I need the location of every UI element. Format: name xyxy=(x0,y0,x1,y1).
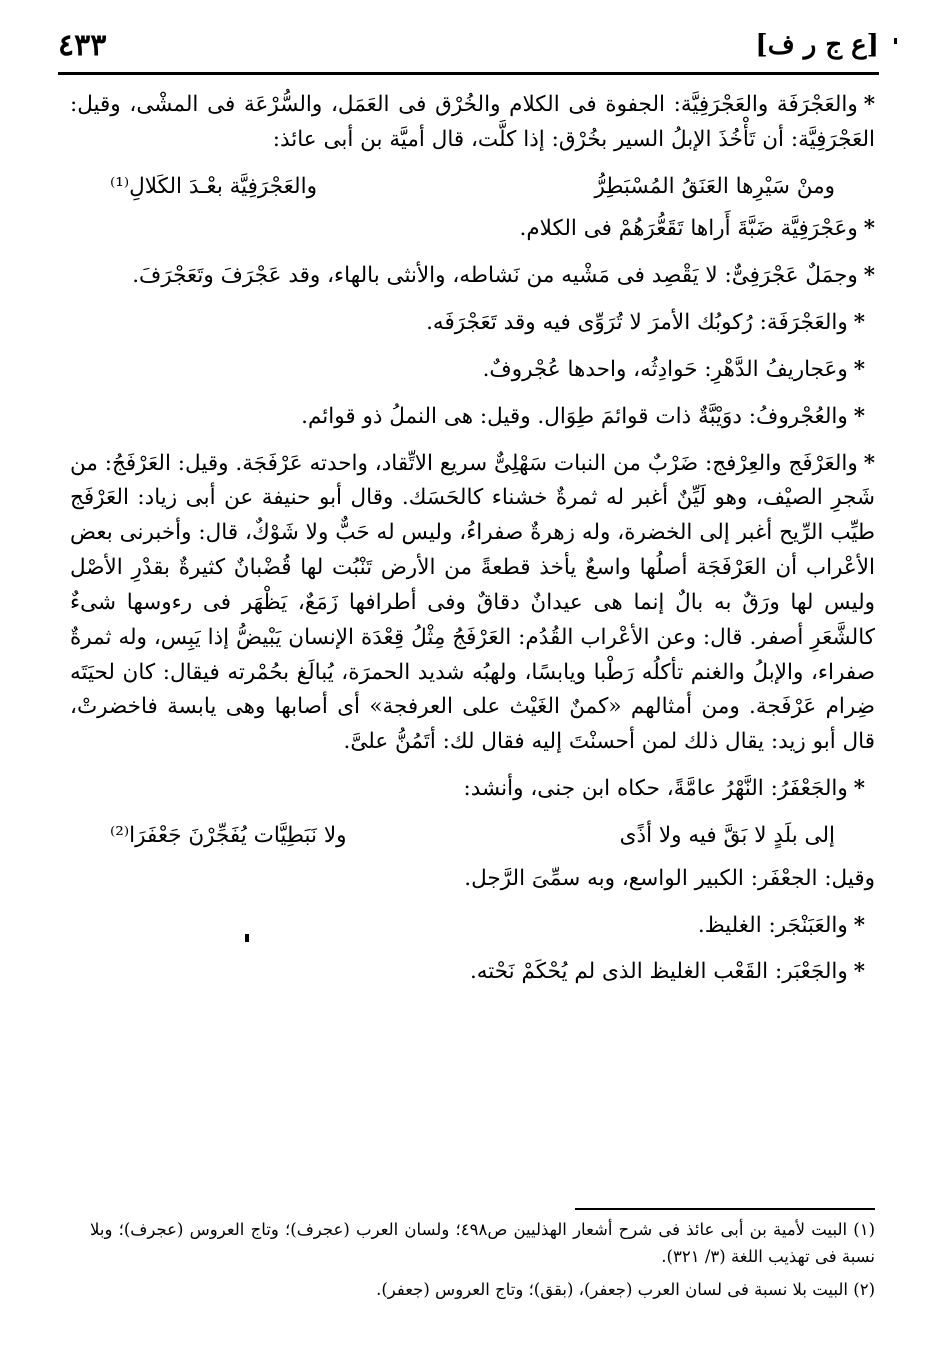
entry-star: * xyxy=(863,263,875,289)
entry-star: * xyxy=(853,959,865,985)
entry-text: والجَعْبَر: القَعْب الغليظ الذى لم يُحْكَمْ نَحْته. xyxy=(469,959,848,985)
entry-text: والجَعْفَرُ: النَّهْرُ عامَّةً، حكاه ابن جنى، وأنشد: xyxy=(463,776,848,802)
page-number: ٤٣٣ xyxy=(58,28,107,63)
entry-jafar xyxy=(70,772,875,807)
verse-2 xyxy=(110,819,835,854)
entry-star: * xyxy=(863,92,875,117)
entry-arfaj xyxy=(70,447,875,760)
verse-2-second-hemistich: ولا نَبَطِيَّات يُفَجِّرْنَ جَعْفَرَا⁽²⁾ xyxy=(110,822,347,848)
footnote-1: (١) البيت لأمية بن أبى عائذ فى شرح أشعار الهذليين ص٤٩٨؛ ولسان العرب (عجرف)؛ وتاج العروس (عجرف)؛ وبلا نسبة فى تهذيب اللغة (٣/ ٣٢١). xyxy=(90,1220,875,1267)
footnote-2: (٢) البيت بلا نسبة فى لسان العرب (جعفر)، (بقق)؛ وتاج العروس (جعفر). xyxy=(376,1280,875,1300)
verse-2-first-hemistich: إلى بلَدٍ لا بَقَّ فيه ولا أذًى xyxy=(619,822,835,848)
entry-star: * xyxy=(853,310,865,336)
entry-star: * xyxy=(853,776,865,802)
entry-star: * xyxy=(853,912,865,938)
entry-ajrafa xyxy=(70,88,875,158)
root-letters: [ع ج ر ف] xyxy=(755,30,879,60)
entry-text: وعَجْرَفِيَّة ضَبَّةَ أَراها تَقَعُّرَهُمْ فى الكلام. xyxy=(519,216,858,242)
verse-1-second-hemistich: والعَجْرَفِيَّة بعْـدَ الكَلالِ⁽¹⁾ xyxy=(110,173,317,199)
entry-text: والعَجْرَفَة: رُكوبُك الأمرَ لا تُرَوِّى فيه وقد تَعَجْرَفَه. xyxy=(426,310,848,336)
entry-jabar xyxy=(70,955,875,990)
footnote-divider xyxy=(575,1208,875,1210)
entry-star: * xyxy=(853,356,865,382)
page-body xyxy=(70,88,875,1002)
entry-text: والعُجْروفُ: دوَيْبَّةٌ ذات قوائمَ طِوَال. وقيل: هى النملُ ذو قوائم. xyxy=(301,403,848,429)
entry-star: * xyxy=(853,403,865,429)
entry-ajrafiyyat-dabba xyxy=(70,212,875,247)
entry-star: * xyxy=(863,450,875,476)
entry-star: * xyxy=(863,216,875,242)
entry-text: والعَجْرَفَة والعَجْرَفِيَّة: الجفوة فى الكلام والخُرْق فى العَمَل، والسُّرْعَة فى المشْى، وقيل: العَجْرَفِيَّة: أن تَأْخُذَ الإبلُ السير بخُرْق: إذا كلَّت، قال أميَّة بن أبى عائذ: xyxy=(70,92,875,152)
entry-jafar-continued: وقيل: الجعْفَر: الكبير الواسع، وبه سمِّىَ الرَّجل. xyxy=(464,865,875,891)
margin-mark xyxy=(894,38,897,44)
verse-1-first-hemistich: ومنْ سَيْرِها العَنَقُ المُسْبَطِرُّ xyxy=(594,173,835,199)
entry-abanjar xyxy=(70,909,875,944)
entry-text: والعَرْفَج والعِرْفج: ضَرْبٌ من النبات سَهْلِىٌّ سريع الاتِّقاد، واحدته عَرْفَجَة. وقيل: العَرْفَجُ: من شَجرِ الصيْف، وهو لَيِّنٌ أغبر له ثمرةٌ خشناء كالحَسَك. وقال أبو حنيفة عن أبى زياد: العَرْفَج طيِّب الرِّيح أغبر إلى الخضرة، وله زهرةٌ صفراءُ، وليس له حَبٌّ ولا شَوْكٌ، قال: وأخبرنى بعض الأعْراب أن العَرْفَجَة أصلُها واسعٌ يأخذ قطعةً من الأرض تَنْبُت لها قُضْبانٌ كثيرةٌ بقدْرِ الأصْل وليس لها ورَقٌ به بالٌ إنما هى عيدانٌ دقاقٌ وفى أطرافها زَمَعٌ، يَظْهَر فى رءوسها شىءٌ كالشَّعَرِ أصفر. قال: وعن الأعْراب القُدُم: العَرْفَجُ مِثْلُ قِعْدَة الإنسان يَبْيضُّ إذا يَبِس، وله ثمرةٌ صفراء، والإبلُ والغنم تأكلُه رَطْبا ويابسًا، ولهبُه شديد الحمرَة، يُبالَغ بحُمْرته فيقال: كان لحيَتَه ضِرام عَرْفَجة. ومن أمثالهم «كمنٌ الغَيْث على العرفجة» أى أصابها وهى يابسة فاخضرتْ، قال أبو زيد: يقال ذلك لمن أحسنْتَ إليه فقال لك: أتَمُنُّ علىَّ. xyxy=(70,450,875,755)
entry-jamal-ajrafi xyxy=(70,259,875,294)
entry-text: وجمَلٌ عَجْرَفِىٌّ: لا يَقْصِد فى مَشْيه من نَشاطه، والأنثى بالهاء، وقد عَجْرَفَ وتَعَجْرَفَ. xyxy=(132,263,858,289)
entry-ajrafa-rukub xyxy=(70,306,875,341)
entry-text: والعَبَنْجَر: الغليظ. xyxy=(697,912,848,938)
entry-ujruf xyxy=(70,400,875,435)
entry-ajarif xyxy=(70,353,875,388)
page-header xyxy=(58,28,879,75)
entry-text: وعَجاريفُ الدَّهْرِ: حَوادِثُه، واحدها عُجْروفٌ. xyxy=(482,356,848,382)
stray-mark xyxy=(245,934,249,942)
verse-1 xyxy=(110,170,835,205)
footnotes xyxy=(90,1216,875,1310)
